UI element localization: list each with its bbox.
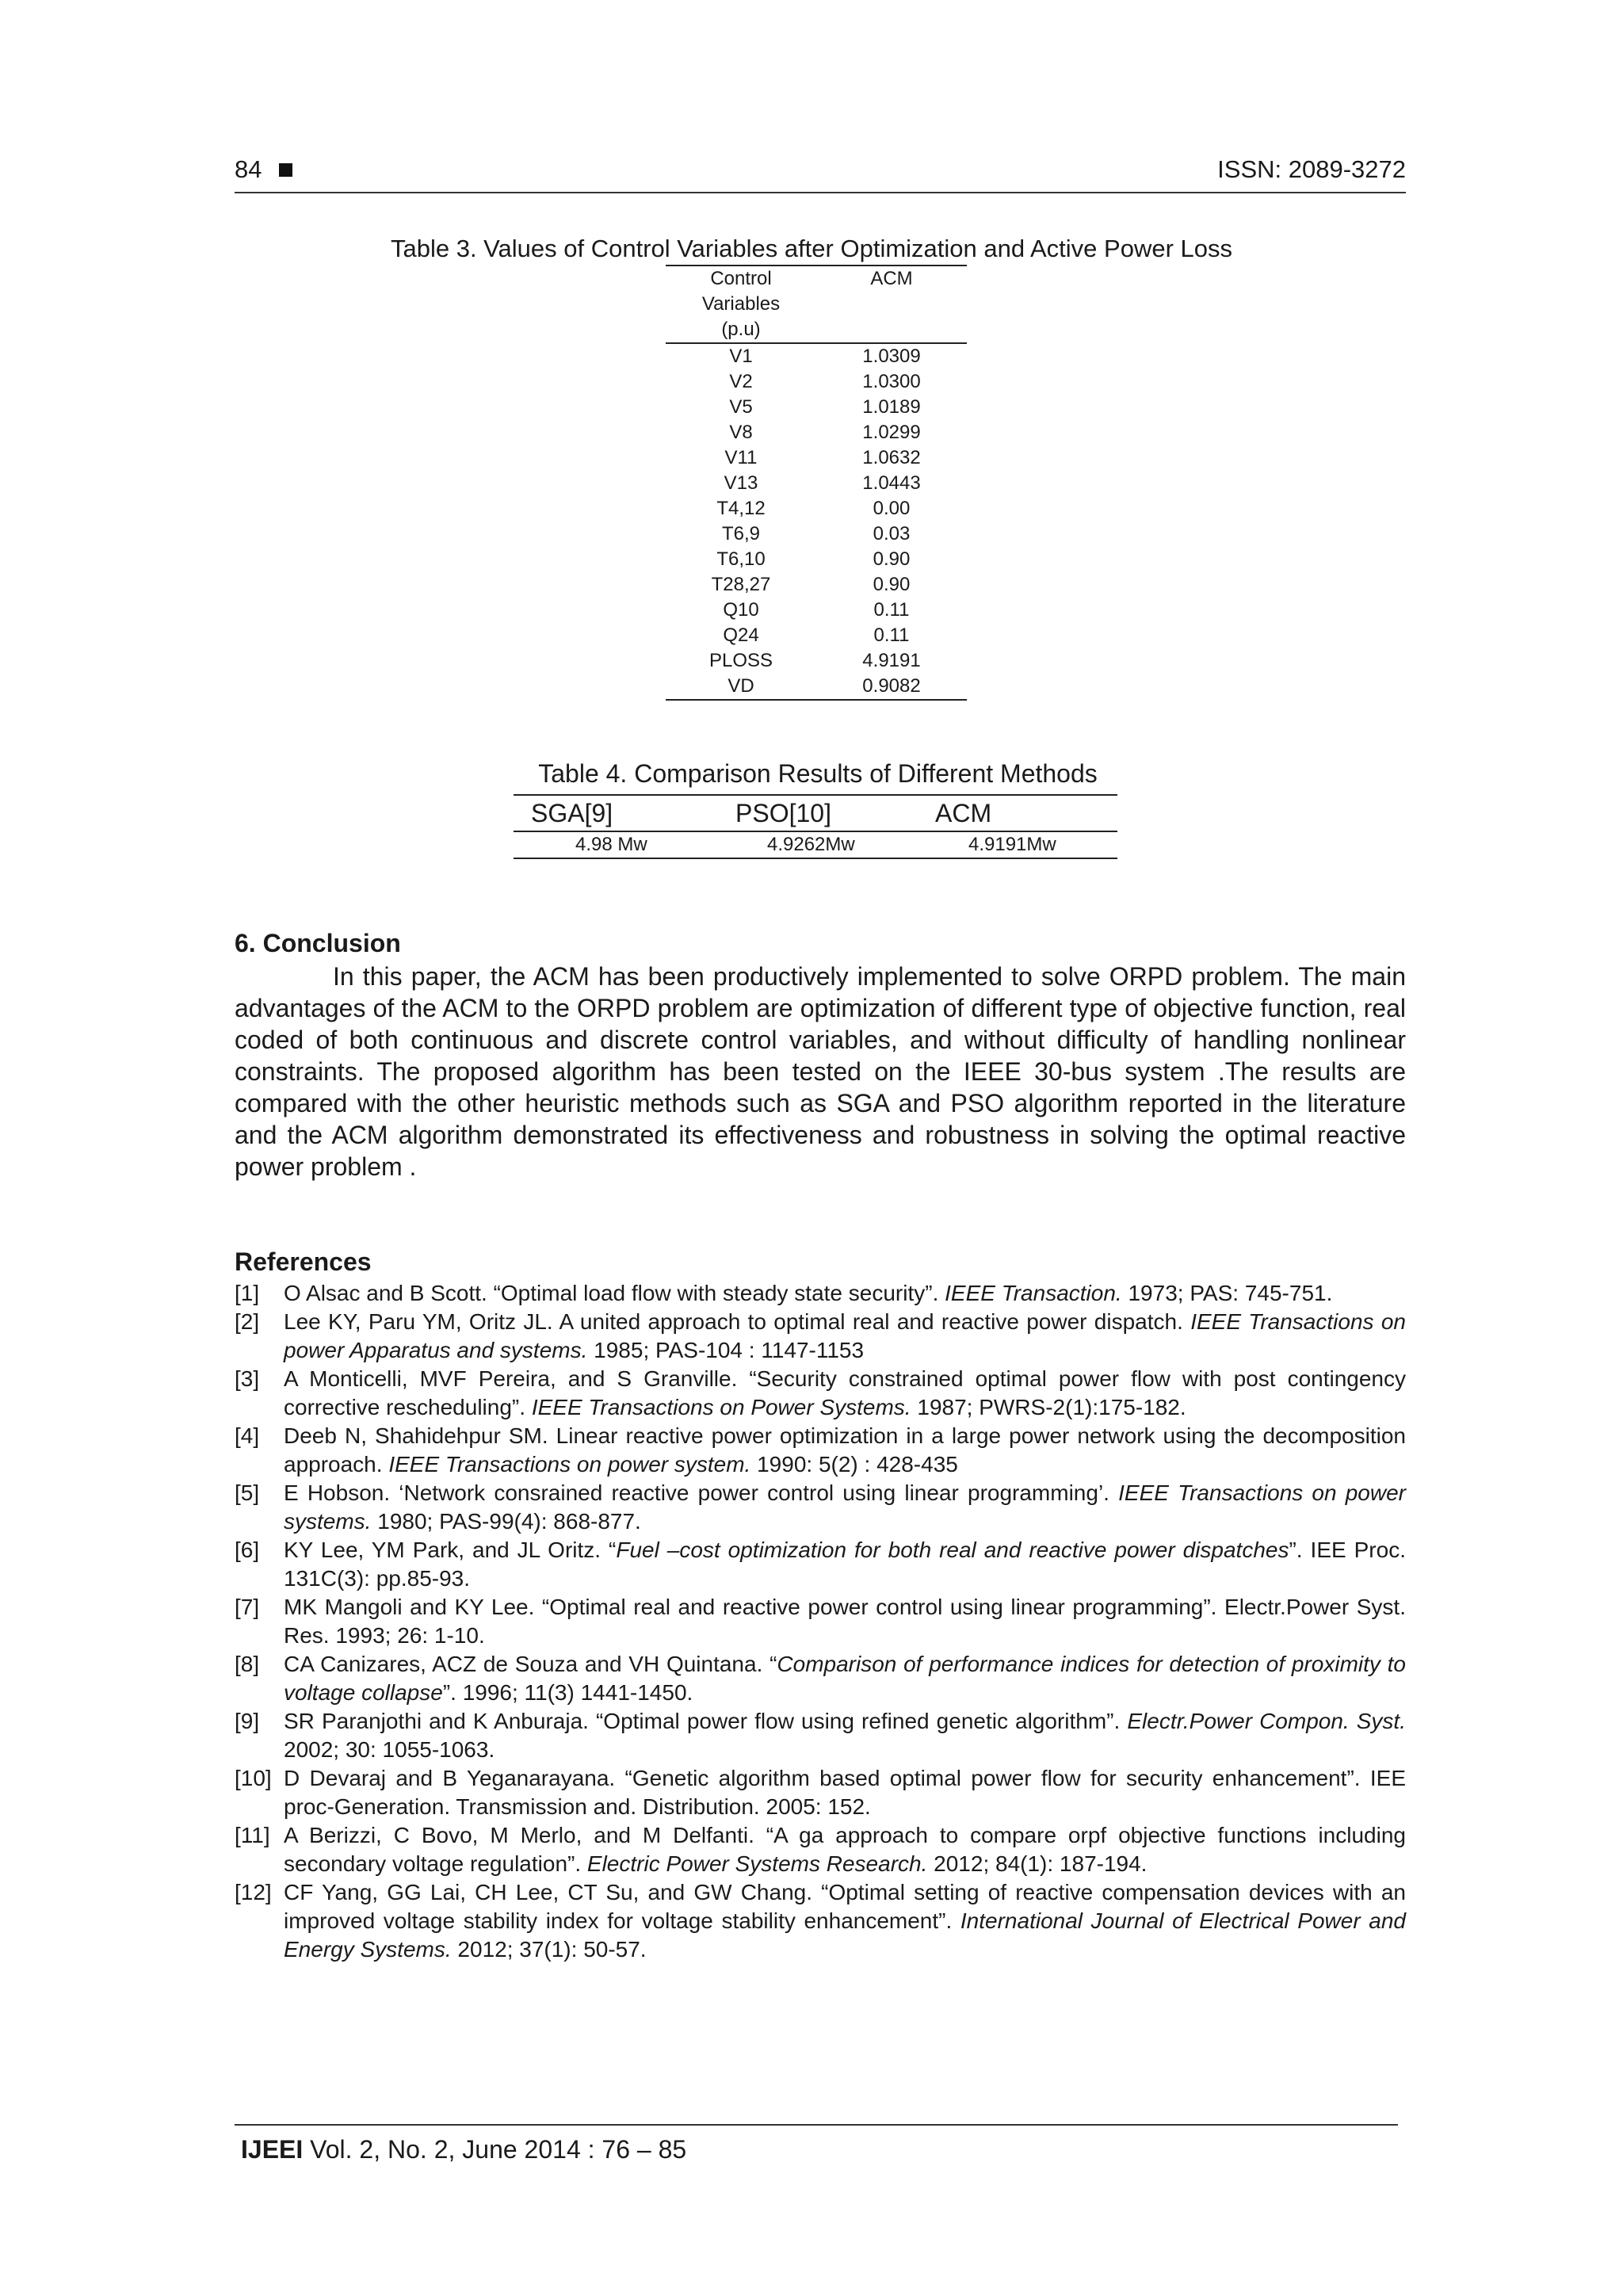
reference-number: [6] (235, 1538, 260, 1562)
table4 (514, 794, 1117, 859)
reference-number: [1] (235, 1281, 260, 1305)
reference-text-post: 2012; 37(1): 50-57. (451, 1937, 647, 1962)
page-header (235, 155, 1406, 193)
control-variable-cell: T28,27 (711, 574, 771, 595)
page-number: 84 (235, 155, 292, 184)
reference-text-post: 1985; PAS-104 : 1147-1153 (587, 1338, 865, 1362)
reference-text-pre: A Berizzi, C Bovo, M Merlo, and M Delfanti. “A ga approach to compare orpf objective functions including secondary voltage regulation”. (284, 1823, 1406, 1876)
control-variable-cell: VD (727, 675, 754, 697)
table-row (666, 674, 967, 699)
reference-number: [7] (235, 1595, 260, 1619)
acm-value-cell: 1.0299 (862, 422, 921, 443)
reference-item (235, 1593, 1406, 1650)
reference-text-ital: IEEE Transactions on power system. (388, 1452, 751, 1477)
reference-text-pre: Deeb N, Shahidehpur SM. Linear reactive power optimization in a large power network using the decomposition approach. (284, 1423, 1406, 1477)
control-variable-cell: T6,9 (721, 523, 761, 544)
reference-text-ital: International Journal of Electrical Power and Energy Systems. (284, 1908, 1406, 1962)
control-variable-cell: V5 (729, 396, 753, 418)
control-variable-cell: V13 (724, 472, 758, 494)
control-variable-cell: PLOSS (708, 650, 773, 671)
reference-number: [8] (235, 1652, 260, 1676)
conclusion-title: 6. Conclusion (235, 929, 401, 957)
square-bullet-icon (279, 163, 292, 177)
reference-text-pre: CF Yang, GG Lai, CH Lee, CT Su, and GW Chang. “Optimal setting of reactive compensation devices with an improved voltage stability index for voltage stability enhancement”. (284, 1880, 1406, 1933)
table-row (666, 471, 967, 496)
reference-text-post: ”. IEE Proc. 131C(3): pp.85-93. (284, 1538, 1406, 1591)
control-variable-cell: V1 (729, 346, 753, 367)
control-variable-cell: Q10 (723, 599, 759, 621)
reference-number: [3] (235, 1366, 260, 1391)
acm-value-cell: 0.9082 (862, 675, 921, 697)
reference-text-post: 1980; PAS-99(4): 868-877. (371, 1509, 641, 1534)
control-variable-cell: V8 (729, 422, 753, 443)
control-variable-cell: T4,12 (716, 498, 766, 519)
table4-caption: Table 4. Comparison Results of Different Methods (538, 759, 1098, 788)
table-row (666, 521, 967, 547)
reference-text-ital: Electr.Power Compon. Syst. (1127, 1709, 1406, 1733)
reference-number: [2] (235, 1309, 260, 1334)
reference-number: [4] (235, 1423, 260, 1448)
table3-caption: Table 3. Values of Control Variables after Optimization and Active Power Loss (390, 235, 1232, 262)
table4-header-sga: SGA[9] (531, 799, 613, 827)
reference-text-pre: A Monticelli, MVF Pereira, and S Granville. “Security constrained optimal power flow with post contingency corrective rescheduling”. (284, 1366, 1406, 1419)
reference-text-post: 2002; 30: 1055-1063. (284, 1737, 495, 1762)
table4-header-row (514, 796, 1117, 832)
reference-item (235, 1536, 1406, 1593)
reference-item (235, 1479, 1406, 1536)
reference-item (235, 1365, 1406, 1422)
reference-text-ital: IEEE Transactions on power Apparatus and systems. (284, 1309, 1406, 1362)
reference-text-pre: Lee KY, Paru YM, Oritz JL. A united approach to optimal real and reactive power dispatch. (284, 1309, 1191, 1334)
acm-value-cell: 0.90 (873, 548, 911, 570)
table-row (666, 623, 967, 648)
reference-text-post: 2012; 84(1): 187-194. (927, 1851, 1148, 1876)
table3-col2-header: ACM (870, 268, 913, 289)
table4-value-acm: 4.9191Mw (968, 834, 1056, 855)
reference-item (235, 1308, 1406, 1365)
reference-text-ital: Comparison of performance indices for detection of proximity to voltage collapse (284, 1652, 1406, 1705)
reference-text-ital: IEEE Transactions on Power Systems. (531, 1395, 911, 1419)
reference-text-pre: D Devaraj and B Yeganarayana. “Genetic algorithm based optimal power flow for security enhancement”. IEE proc-Generation. Transmission and. Distribution. 2005: 152. (284, 1766, 1406, 1819)
reference-item (235, 1821, 1406, 1878)
reference-text-ital: Fuel –cost optimization for both real and reactive power dispatches (616, 1538, 1289, 1562)
table-row (666, 598, 967, 623)
acm-value-cell: 0.03 (873, 523, 911, 544)
references-list (235, 1279, 1406, 1964)
acm-value-cell: 1.0443 (862, 472, 921, 494)
issn: ISSN: 2089-3272 (1217, 155, 1406, 183)
reference-number: [10] (235, 1766, 272, 1790)
table-row (666, 445, 967, 471)
reference-text-post: 1973; PAS: 745-751. (1121, 1281, 1333, 1305)
references-title: References (235, 1247, 372, 1276)
reference-text-post: 1987; PWRS-2(1):175-182. (911, 1395, 1186, 1419)
control-variable-cell: T6,10 (716, 548, 766, 570)
reference-text-post: 1990: 5(2) : 428-435 (750, 1452, 958, 1477)
reference-number: [12] (235, 1880, 272, 1904)
acm-value-cell: 1.0189 (862, 396, 921, 418)
reference-item (235, 1650, 1406, 1707)
table4-value-pso: 4.9262Mw (767, 834, 855, 855)
table4-header-acm: ACM (935, 799, 992, 827)
control-variable-cell: V11 (724, 447, 758, 468)
table4-value-sga: 4.98 Mw (575, 834, 647, 855)
table3 (666, 265, 967, 701)
table-row (666, 496, 967, 521)
control-variable-cell: Q24 (723, 625, 759, 646)
reference-item (235, 1764, 1406, 1821)
table4-header-pso: PSO[10] (735, 799, 831, 827)
table3-header-row (666, 266, 967, 343)
acm-value-cell: 1.0309 (862, 346, 921, 367)
acm-value-cell: 4.9191 (862, 650, 921, 671)
control-variable-cell: V2 (729, 371, 753, 392)
acm-value-cell: 0.11 (873, 599, 910, 621)
reference-text-ital: Electric Power Systems Research. (586, 1851, 928, 1876)
journal-volume-info: Vol. 2, No. 2, June 2014 : 76 – 85 (303, 2135, 687, 2164)
reference-text-pre: CA Canizares, ACZ de Souza and VH Quintana. “ (284, 1652, 777, 1676)
footer-citation (241, 2135, 686, 2164)
reference-item (235, 1422, 1406, 1479)
reference-text-ital: IEEE Transactions on power systems. (284, 1480, 1406, 1534)
conclusion-paragraph: In this paper, the ACM has been productively implemented to solve ORPD problem. The main advantages of the ACM to the ORPD problem are optimization of different type of objective function, real coded of both continuous and discrete control variables, and without difficulty of handling nonlinear constraints. The proposed algorithm has been tested on the IEEE 30-bus system .The results are compared with the other heuristic methods such as SGA and PSO algorithm reported in the literature and the ACM algorithm demonstrated its effectiveness and robustness in solving the optimal reactive power problem . (235, 962, 1406, 1181)
reference-text-pre: KY Lee, YM Park, and JL Oritz. “ (284, 1538, 617, 1562)
table-row (666, 420, 967, 445)
journal-abbrev: IJEEI (241, 2135, 304, 2164)
table-row (666, 369, 967, 395)
reference-text-pre: E Hobson. ‘Network consrained reactive power control using linear programming’. (284, 1480, 1119, 1505)
table-row (666, 572, 967, 598)
reference-text-post: ”. 1996; 11(3) 1441-1450. (442, 1680, 693, 1705)
acm-value-cell: 0.00 (873, 498, 911, 519)
table-row (666, 648, 967, 674)
acm-value-cell: 0.90 (873, 574, 911, 595)
reference-text-pre: MK Mangoli and KY Lee. “Optimal real and reactive power control using linear programming”. Electr.Power Syst. Res. 1993; 26: 1-10. (284, 1595, 1406, 1648)
table-row (666, 343, 967, 369)
reference-number: [9] (235, 1709, 260, 1733)
acm-value-cell: 1.0632 (862, 447, 921, 468)
table-row (666, 547, 967, 572)
acm-value-cell: 1.0300 (862, 371, 921, 392)
reference-item (235, 1878, 1406, 1964)
table3-col1-header: Control Variables (p.u) (701, 268, 781, 340)
reference-text-ital: IEEE Transaction. (945, 1281, 1122, 1305)
reference-item (235, 1707, 1406, 1764)
reference-text-pre: O Alsac and B Scott. “Optimal load flow with steady state security”. (284, 1281, 945, 1305)
reference-text-pre: SR Paranjothi and K Anburaja. “Optimal power flow using refined genetic algorithm”. (284, 1709, 1128, 1733)
table-row (666, 395, 967, 420)
reference-number: [11] (235, 1823, 270, 1847)
table4-value-row (514, 832, 1117, 858)
reference-number: [5] (235, 1480, 260, 1505)
acm-value-cell: 0.11 (873, 625, 910, 646)
reference-item (235, 1279, 1406, 1308)
page-footer (235, 2124, 1398, 2164)
